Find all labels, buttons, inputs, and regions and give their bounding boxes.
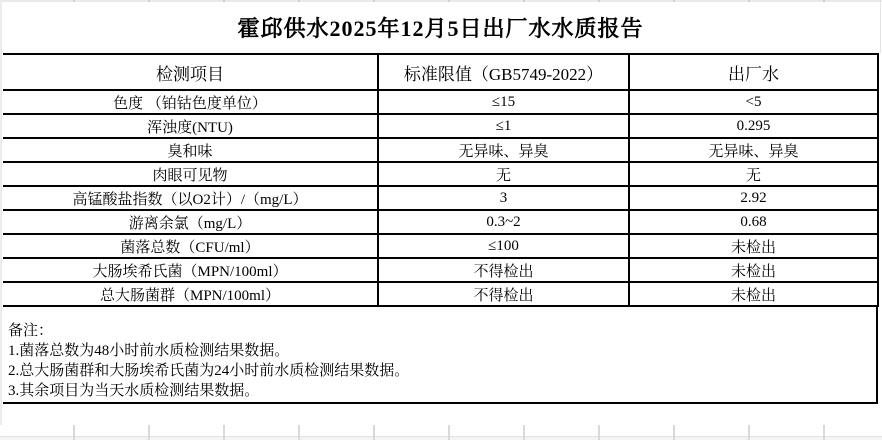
header-outlet-water: 出厂水 — [629, 54, 878, 90]
table-row — [3, 186, 878, 210]
cell-item: 高锰酸盐指数（以O2计）/（mg/L） — [3, 186, 378, 210]
sheet-gridline-bottom — [0, 425, 882, 440]
note-item: 1.菌落总数为48小时前水质检测结果数据。 — [8, 343, 290, 359]
table-row — [3, 90, 878, 114]
cell-limit: 不得检出 — [378, 258, 629, 282]
cell-limit: 不得检出 — [378, 282, 629, 306]
sheet-gridline-left — [0, 0, 2, 440]
cell-item: 大肠埃希氏菌（MPN/100ml） — [3, 258, 378, 282]
table-row — [3, 282, 878, 306]
cell-value: 2.92 — [629, 186, 878, 210]
cell-item: 菌落总数（CFU/ml） — [3, 234, 378, 258]
note-item: 2.总大肠菌群和大肠埃希氏菌为24小时前水质检测结果数据。 — [8, 363, 410, 379]
notes-section — [3, 307, 878, 404]
header-test-item: 检测项目 — [3, 54, 378, 90]
cell-item: 肉眼可见物 — [3, 162, 378, 186]
table-row — [3, 234, 878, 258]
cell-value: 未检出 — [629, 234, 878, 258]
cell-value: 0.295 — [629, 114, 878, 138]
cell-limit: 0.3~2 — [378, 210, 629, 234]
sheet-gridline-right — [880, 0, 881, 53]
cell-item: 色度 （铂钴色度单位） — [3, 90, 378, 114]
header-limit: 标准限值（GB5749-2022） — [378, 54, 629, 90]
water-quality-table — [3, 53, 879, 307]
cell-value: 未检出 — [629, 258, 878, 282]
report-title: 霍邱供水2025年12月5日出厂水水质报告 — [237, 16, 644, 41]
table-row — [3, 258, 878, 282]
report-document — [3, 2, 878, 404]
cell-limit: ≤100 — [378, 234, 629, 258]
cell-value: <5 — [629, 90, 878, 114]
cell-item: 游离余氯（mg/L） — [3, 210, 378, 234]
cell-value: 0.68 — [629, 210, 878, 234]
cell-limit: ≤1 — [378, 114, 629, 138]
table-row — [3, 162, 878, 186]
cell-limit: 3 — [378, 186, 629, 210]
cell-value: 未检出 — [629, 282, 878, 306]
cell-item: 臭和味 — [3, 138, 378, 162]
cell-limit: ≤15 — [378, 90, 629, 114]
cell-value: 无异味、异臭 — [629, 138, 878, 162]
header-row — [3, 54, 878, 90]
cell-item: 总大肠菌群（MPN/100ml） — [3, 282, 378, 306]
note-item: 3.其余项目为当天水质检测结果数据。 — [8, 383, 260, 399]
table-row — [3, 114, 878, 138]
notes-label: 备注： — [8, 323, 54, 339]
cell-limit: 无异味、异臭 — [378, 138, 629, 162]
table-row — [3, 210, 878, 234]
cell-value: 无 — [629, 162, 878, 186]
cell-limit: 无 — [378, 162, 629, 186]
table-row — [3, 138, 878, 162]
cell-item: 浑浊度(NTU) — [3, 114, 378, 138]
